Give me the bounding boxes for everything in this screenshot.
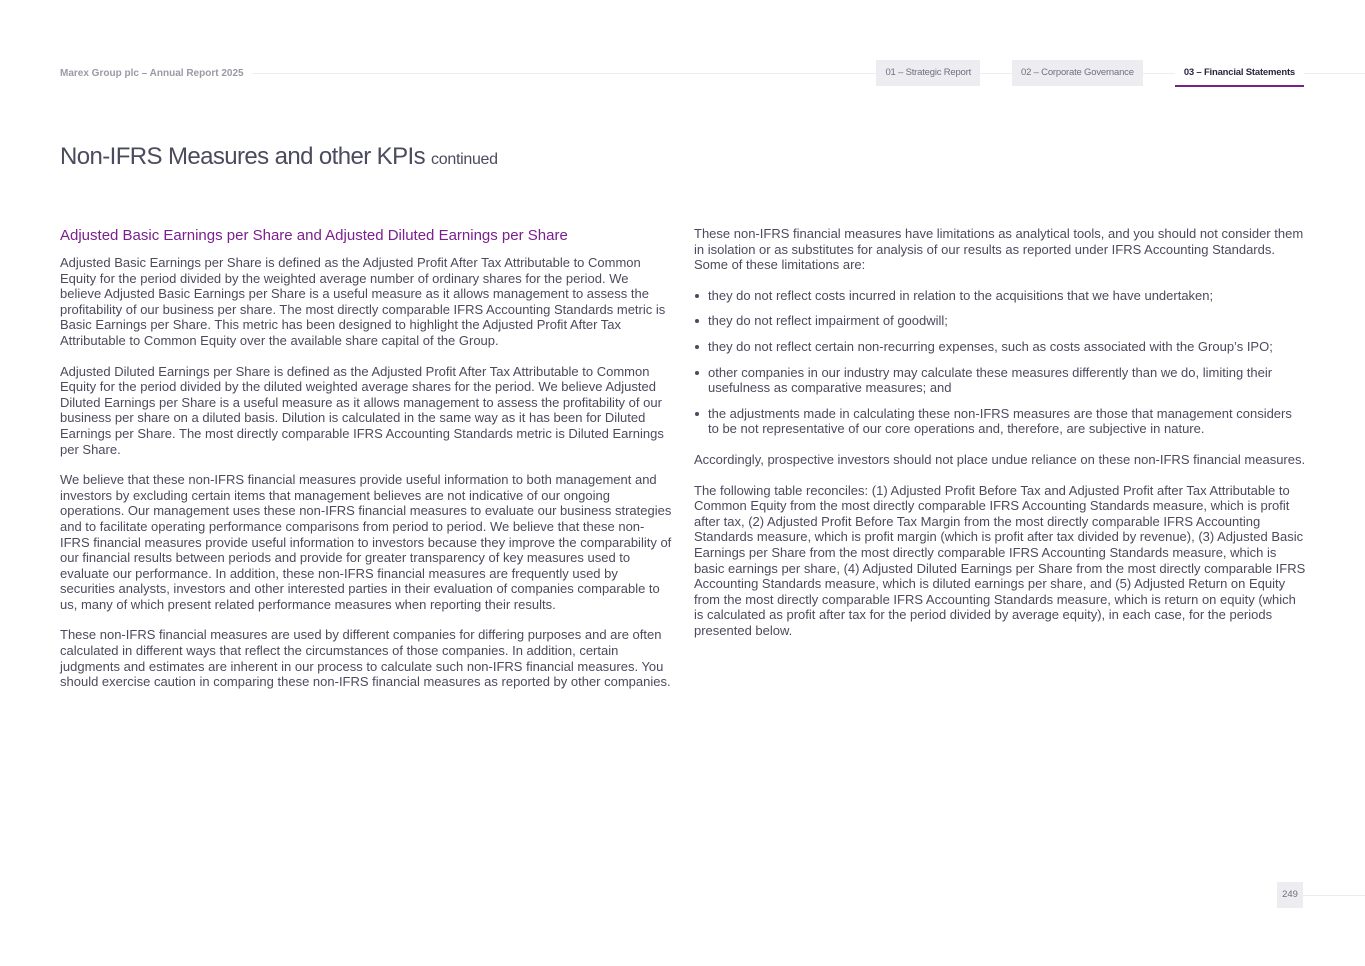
- tab-strategic-report[interactable]: 01 – Strategic Report: [876, 60, 980, 86]
- bullet-icon: [695, 371, 699, 375]
- report-title: Marex Group plc – Annual Report 2025: [60, 68, 252, 79]
- list-item-text: the adjustments made in calculating these non-IFRS measures are those that management considers to be not representative of our core operations and, therefore, are subjective in nature.: [708, 405, 1292, 437]
- section-heading: Adjusted Basic Earnings per Share and Adjusted Diluted Earnings per Share: [60, 227, 568, 244]
- section-tabs: [876, 60, 1304, 87]
- list-item-text: they do not reflect certain non-recurring expenses, such as costs associated with the Group’s IPO;: [708, 338, 1273, 354]
- page-title: [60, 143, 498, 171]
- page-number: 249: [1277, 882, 1303, 908]
- tab-financial-statements[interactable]: 03 – Financial Statements: [1175, 60, 1304, 87]
- paragraph: Adjusted Basic Earnings per Share is defined as the Adjusted Profit After Tax Attributable to Common Equity for the period divided by the weighted average number of ordinary shares for the period. We believe Adjusted Basic Earnings per Share is a useful measure as it allows management to assess the profitability of our business per share. The most directly comparable IFRS Accounting Standards metric is Basic Earnings per Share. This metric has been designed to highlight the Adjusted Profit After Tax Attributable to Common Equity over the available share capital of the Group.: [60, 255, 666, 348]
- list-item: [694, 365, 1306, 396]
- bullet-icon: [695, 412, 699, 416]
- list-item: [694, 288, 1306, 304]
- bullet-icon: [695, 345, 699, 349]
- list-item: [694, 313, 1306, 329]
- limitations-intro: These non-IFRS financial measures have limitations as analytical tools, and you should not consider them in isolation or as substitutes for analysis of our results as reported under IFRS Accounting Standards. Some of these limitations are:: [694, 226, 1304, 273]
- paragraph: The following table reconciles: (1) Adjusted Profit Before Tax and Adjusted Profit after Tax Attributable to Common Equity from the most directly comparable IFRS Accounting Standards measure, which is profit after tax, (2) Adjusted Profit Before Tax Margin from the most directly comparable IFRS Accounting Standards measure, which is profit margin (which is profit after tax divided by revenue), (3) Adjusted Basic Earnings per Share from the most directly comparable IFRS Accounting Standards measure, which is basic earnings per share, (4) Adjusted Diluted Earnings per Share from the most directly comparable IFRS Accounting Standards measure, which is diluted earnings per share, and (5) Adjusted Return on Equity from the most directly comparable IFRS Accounting Standards measure, which is return on equity (which is calculated as profit after tax for the period divided by average equity), in each case, for the periods presented below.: [694, 482, 1306, 638]
- list-item-text: they do not reflect impairment of goodwill;: [708, 313, 948, 329]
- list-item: [694, 406, 1306, 437]
- bullet-icon: [695, 294, 699, 298]
- right-column: [694, 226, 1306, 653]
- bullet-icon: [695, 319, 699, 323]
- list-item-text: other companies in our industry may calculate these measures differently than we do, limiting their usefulness as comparative measures; and: [708, 364, 1273, 396]
- list-item-text: they do not reflect costs incurred in relation to the acquisitions that we have undertaken;: [708, 287, 1214, 303]
- paragraph: Accordingly, prospective investors should not place undue reliance on these non-IFRS financial measures.: [694, 451, 1306, 467]
- tab-corporate-governance[interactable]: 02 – Corporate Governance: [1012, 60, 1143, 86]
- limitations-list: [694, 288, 1306, 437]
- page-title-suffix: continued: [431, 151, 498, 168]
- paragraph: These non-IFRS financial measures are used by different companies for differing purposes and are often calculated in different ways that reflect the circumstances of those companies. In addition, certain judgments and estimates are inherent in our process to calculate such non-IFRS financial measures. You should exercise caution in comparing these non-IFRS financial measures as reported by other companies.: [60, 627, 671, 690]
- paragraph: Adjusted Diluted Earnings per Share is defined as the Adjusted Profit After Tax Attributable to Common Equity for the period divided by the diluted weighted average shares for the period. We believe Adjusted Diluted Earnings per Share is a useful measure as it allows management to assess the profitability of our business per share on a diluted basis. Dilution is calculated in the same way as it has been for Diluted Earnings per Share. The most directly comparable IFRS Accounting Standards metric is Diluted Earnings per Share.: [60, 363, 664, 457]
- page-title-text: Non-IFRS Measures and other KPIs: [60, 143, 425, 170]
- list-item: [694, 339, 1306, 355]
- left-column: [60, 227, 672, 705]
- paragraph: We believe that these non-IFRS financial measures provide useful information to both management and investors by excluding certain items that management believes are not indicative of our ongoing operations. Our management uses these non-IFRS financial measures to evaluate our business strategies and to facilitate operating performance comparisons from period to period. We believe that these non-IFRS financial measures provide useful information to investors because they improve the comparability of our financial results between periods and provide for greater transparency of key measures used to evaluate our performance. In addition, these non-IFRS financial measures are frequently used by securities analysts, investors and other interested parties in their evaluation of companies comparable to us, many of which present related performance measures when reporting their results.: [60, 472, 672, 612]
